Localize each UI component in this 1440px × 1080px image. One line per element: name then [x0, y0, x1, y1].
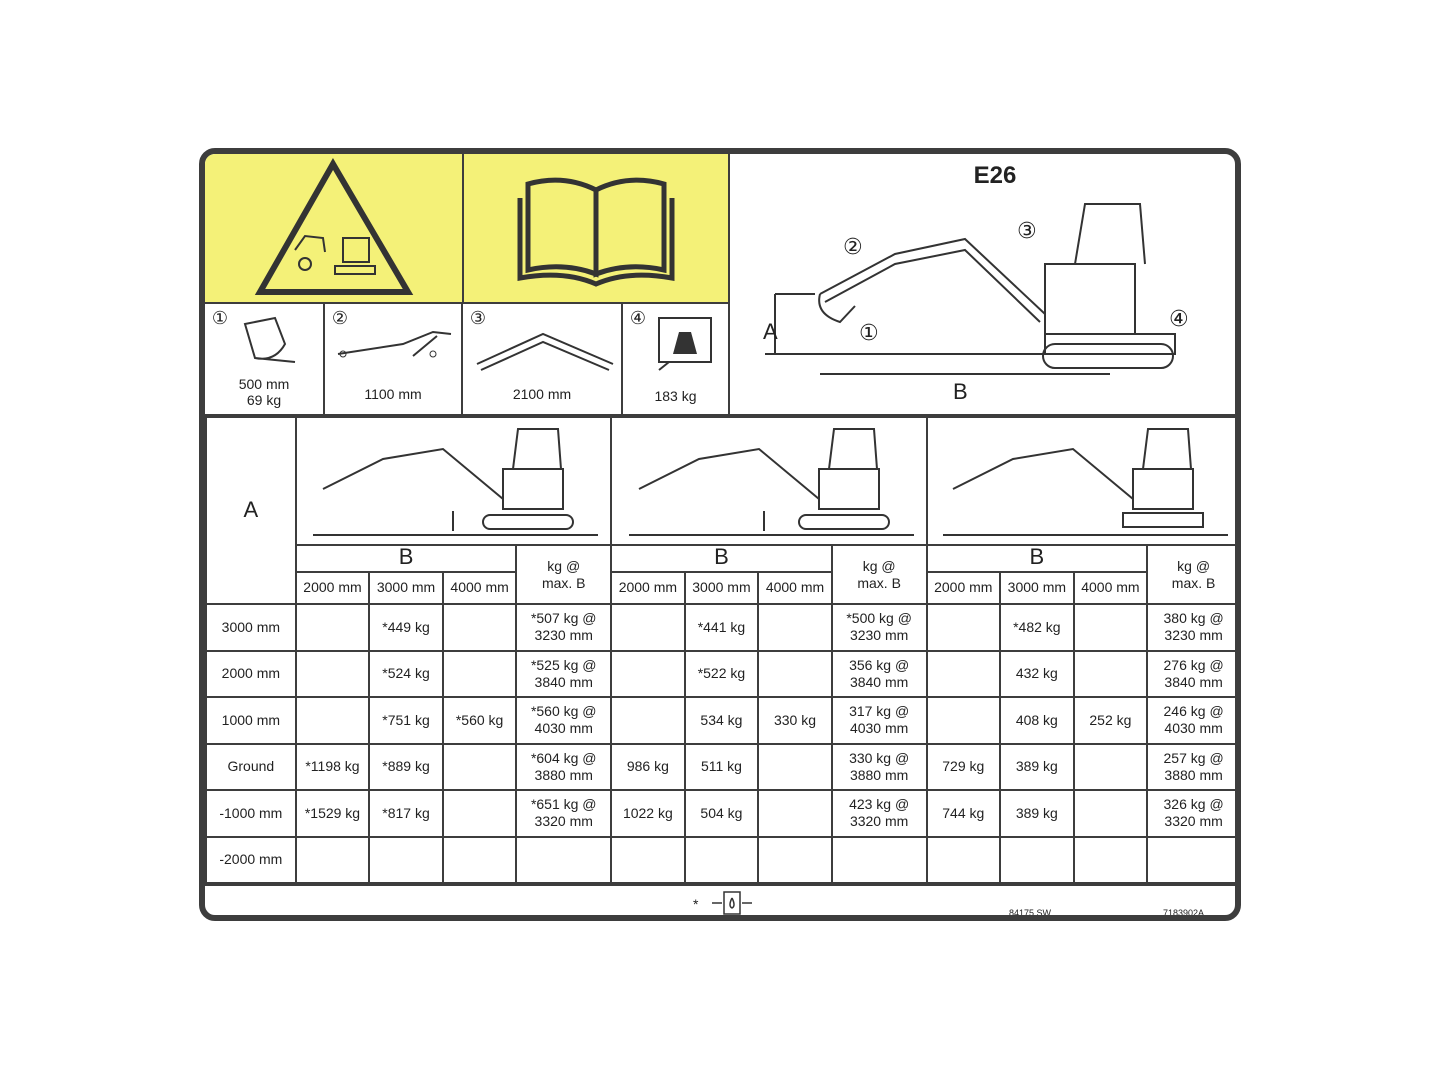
capacity-cell: *751 kg [369, 697, 443, 744]
callout-4: ④ [1169, 306, 1189, 331]
capacity-cell: *482 kg [1000, 604, 1074, 651]
capacity-cell: 986 kg [611, 744, 685, 791]
config-image-3 [927, 417, 1241, 545]
warning-triangle-icon [205, 154, 462, 302]
component-value: 2100 mm [512, 386, 572, 402]
capacity-cell: 744 kg [927, 790, 1001, 837]
max-capacity-cell [1147, 837, 1240, 884]
capacity-cell [369, 837, 443, 884]
hydraulic-symbol-icon [710, 890, 754, 916]
component-arm [325, 304, 461, 414]
capacity-cell: *449 kg [369, 604, 443, 651]
callout-1: ① [859, 320, 879, 345]
component-number: ④ [629, 308, 647, 328]
max-b-header: kg @ max. B [1147, 545, 1240, 604]
capacity-cell [927, 604, 1001, 651]
part-code-left: 84175 SW [1009, 908, 1052, 918]
max-capacity-cell: 257 kg @ 3880 mm [1147, 744, 1240, 791]
dimension-a: A [763, 319, 778, 344]
table-row [206, 697, 1240, 744]
height-label: Ground [206, 744, 296, 791]
col-header: 4000 mm [443, 572, 517, 604]
capacity-cell: *441 kg [685, 604, 759, 651]
capacity-cell [1074, 837, 1148, 884]
excavator-icon [619, 419, 919, 539]
capacity-cell: 432 kg [1000, 651, 1074, 698]
capacity-cell [611, 837, 685, 884]
b-header: B [1029, 544, 1045, 570]
table-row [206, 790, 1240, 837]
bucket-icon [235, 314, 315, 369]
table-row [206, 604, 1240, 651]
capacity-cell [443, 604, 517, 651]
capacity-cell: *1529 kg [296, 790, 370, 837]
config-image-1 [296, 417, 611, 545]
component-number: ① [211, 308, 229, 328]
height-label: -1000 mm [206, 790, 296, 837]
max-capacity-cell: *651 kg @ 3320 mm [516, 790, 611, 837]
table-row [206, 651, 1240, 698]
capacity-cell: *889 kg [369, 744, 443, 791]
manual-panel [464, 154, 728, 302]
component-value: 69 kg [246, 392, 282, 408]
col-header: 2000 mm [296, 572, 370, 604]
max-capacity-cell [832, 837, 927, 884]
height-label: 3000 mm [206, 604, 296, 651]
capacity-cell [1074, 604, 1148, 651]
capacity-cell [1000, 837, 1074, 884]
capacity-cell: 408 kg [1000, 697, 1074, 744]
config-image-2 [611, 417, 926, 545]
max-capacity-cell: *507 kg @ 3230 mm [516, 604, 611, 651]
barcode [1009, 919, 1211, 921]
excavator-icon [745, 194, 1215, 414]
component-counterweight [623, 304, 728, 414]
capacity-cell [611, 651, 685, 698]
capacity-cell [1074, 651, 1148, 698]
capacity-cell [611, 604, 685, 651]
capacity-cell [1074, 790, 1148, 837]
capacity-cell [443, 744, 517, 791]
capacity-cell [758, 604, 832, 651]
dimension-b: B [953, 379, 968, 404]
arm-icon [333, 326, 458, 366]
component-value: 500 mm [238, 376, 290, 392]
max-capacity-cell: 423 kg @ 3320 mm [832, 790, 927, 837]
col-header: 2000 mm [611, 572, 685, 604]
load-table [205, 416, 1241, 884]
a-header: A [206, 417, 296, 604]
capacity-cell [758, 651, 832, 698]
capacity-cell [611, 697, 685, 744]
capacity-cell [296, 837, 370, 884]
component-number: ② [331, 308, 349, 328]
capacity-cell [758, 790, 832, 837]
table-row [206, 744, 1240, 791]
boom-icon [473, 324, 618, 374]
height-label: 2000 mm [206, 651, 296, 698]
model-title: E26 [973, 162, 1017, 189]
max-capacity-cell: *525 kg @ 3840 mm [516, 651, 611, 698]
capacity-cell: 252 kg [1074, 697, 1148, 744]
col-header: 2000 mm [927, 572, 1001, 604]
capacity-cell: 729 kg [927, 744, 1001, 791]
excavator-icon [933, 419, 1233, 539]
capacity-cell: *817 kg [369, 790, 443, 837]
component-boom [463, 304, 621, 414]
max-capacity-cell: 276 kg @ 3840 mm [1147, 651, 1240, 698]
capacity-cell: 1022 kg [611, 790, 685, 837]
capacity-cell: *524 kg [369, 651, 443, 698]
capacity-cell [685, 837, 759, 884]
max-capacity-cell [516, 837, 611, 884]
table-row [206, 837, 1240, 884]
capacity-cell: *560 kg [443, 697, 517, 744]
component-value: 1100 mm [364, 386, 422, 402]
col-header: 4000 mm [758, 572, 832, 604]
capacity-cell [296, 651, 370, 698]
max-capacity-cell: 356 kg @ 3840 mm [832, 651, 927, 698]
capacity-cell: 534 kg [685, 697, 759, 744]
capacity-cell [758, 837, 832, 884]
b-header: B [398, 544, 414, 570]
max-capacity-cell: *560 kg @ 4030 mm [516, 697, 611, 744]
height-label: 1000 mm [206, 697, 296, 744]
col-header: 4000 mm [1074, 572, 1148, 604]
component-bucket [205, 304, 323, 414]
component-number: ③ [469, 308, 487, 328]
counterweight-icon [657, 316, 713, 372]
max-capacity-cell: *604 kg @ 3880 mm [516, 744, 611, 791]
warning-panel [205, 154, 462, 302]
b-header: B [714, 544, 729, 570]
excavator-icon [303, 419, 603, 539]
capacity-cell [758, 744, 832, 791]
capacity-cell: *1198 kg [296, 744, 370, 791]
component-value: 183 kg [654, 388, 697, 404]
capacity-cell [443, 837, 517, 884]
capacity-cell [927, 697, 1001, 744]
callout-3: ③ [1017, 218, 1037, 243]
max-capacity-cell: 246 kg @ 4030 mm [1147, 697, 1240, 744]
max-capacity-cell: 380 kg @ 3230 mm [1147, 604, 1240, 651]
capacity-cell: 504 kg [685, 790, 759, 837]
footnote-asterisk: * [693, 896, 699, 912]
capacity-cell [927, 837, 1001, 884]
capacity-cell [296, 697, 370, 744]
max-capacity-cell: 317 kg @ 4030 mm [832, 697, 927, 744]
load-rows [206, 604, 1240, 883]
capacity-cell: 511 kg [685, 744, 759, 791]
col-header: 3000 mm [1000, 572, 1074, 604]
capacity-cell [443, 790, 517, 837]
manual-book-icon [464, 154, 728, 302]
capacity-cell: 330 kg [758, 697, 832, 744]
max-capacity-cell: *500 kg @ 3230 mm [832, 604, 927, 651]
part-code-right: 7183902A [1163, 908, 1205, 918]
capacity-cell: 389 kg [1000, 744, 1074, 791]
capacity-cell: 389 kg [1000, 790, 1074, 837]
height-label: -2000 mm [206, 837, 296, 884]
col-header: 3000 mm [685, 572, 759, 604]
capacity-cell [1074, 744, 1148, 791]
max-b-header: kg @ max. B [832, 545, 927, 604]
load-chart-label [199, 148, 1241, 921]
capacity-cell: *522 kg [685, 651, 759, 698]
max-b-header: kg @ max. B [516, 545, 611, 604]
callout-2: ② [843, 234, 863, 259]
capacity-cell [443, 651, 517, 698]
capacity-cell [296, 604, 370, 651]
max-capacity-cell: 330 kg @ 3880 mm [832, 744, 927, 791]
col-header: 3000 mm [369, 572, 443, 604]
max-capacity-cell: 326 kg @ 3320 mm [1147, 790, 1240, 837]
capacity-cell [927, 651, 1001, 698]
